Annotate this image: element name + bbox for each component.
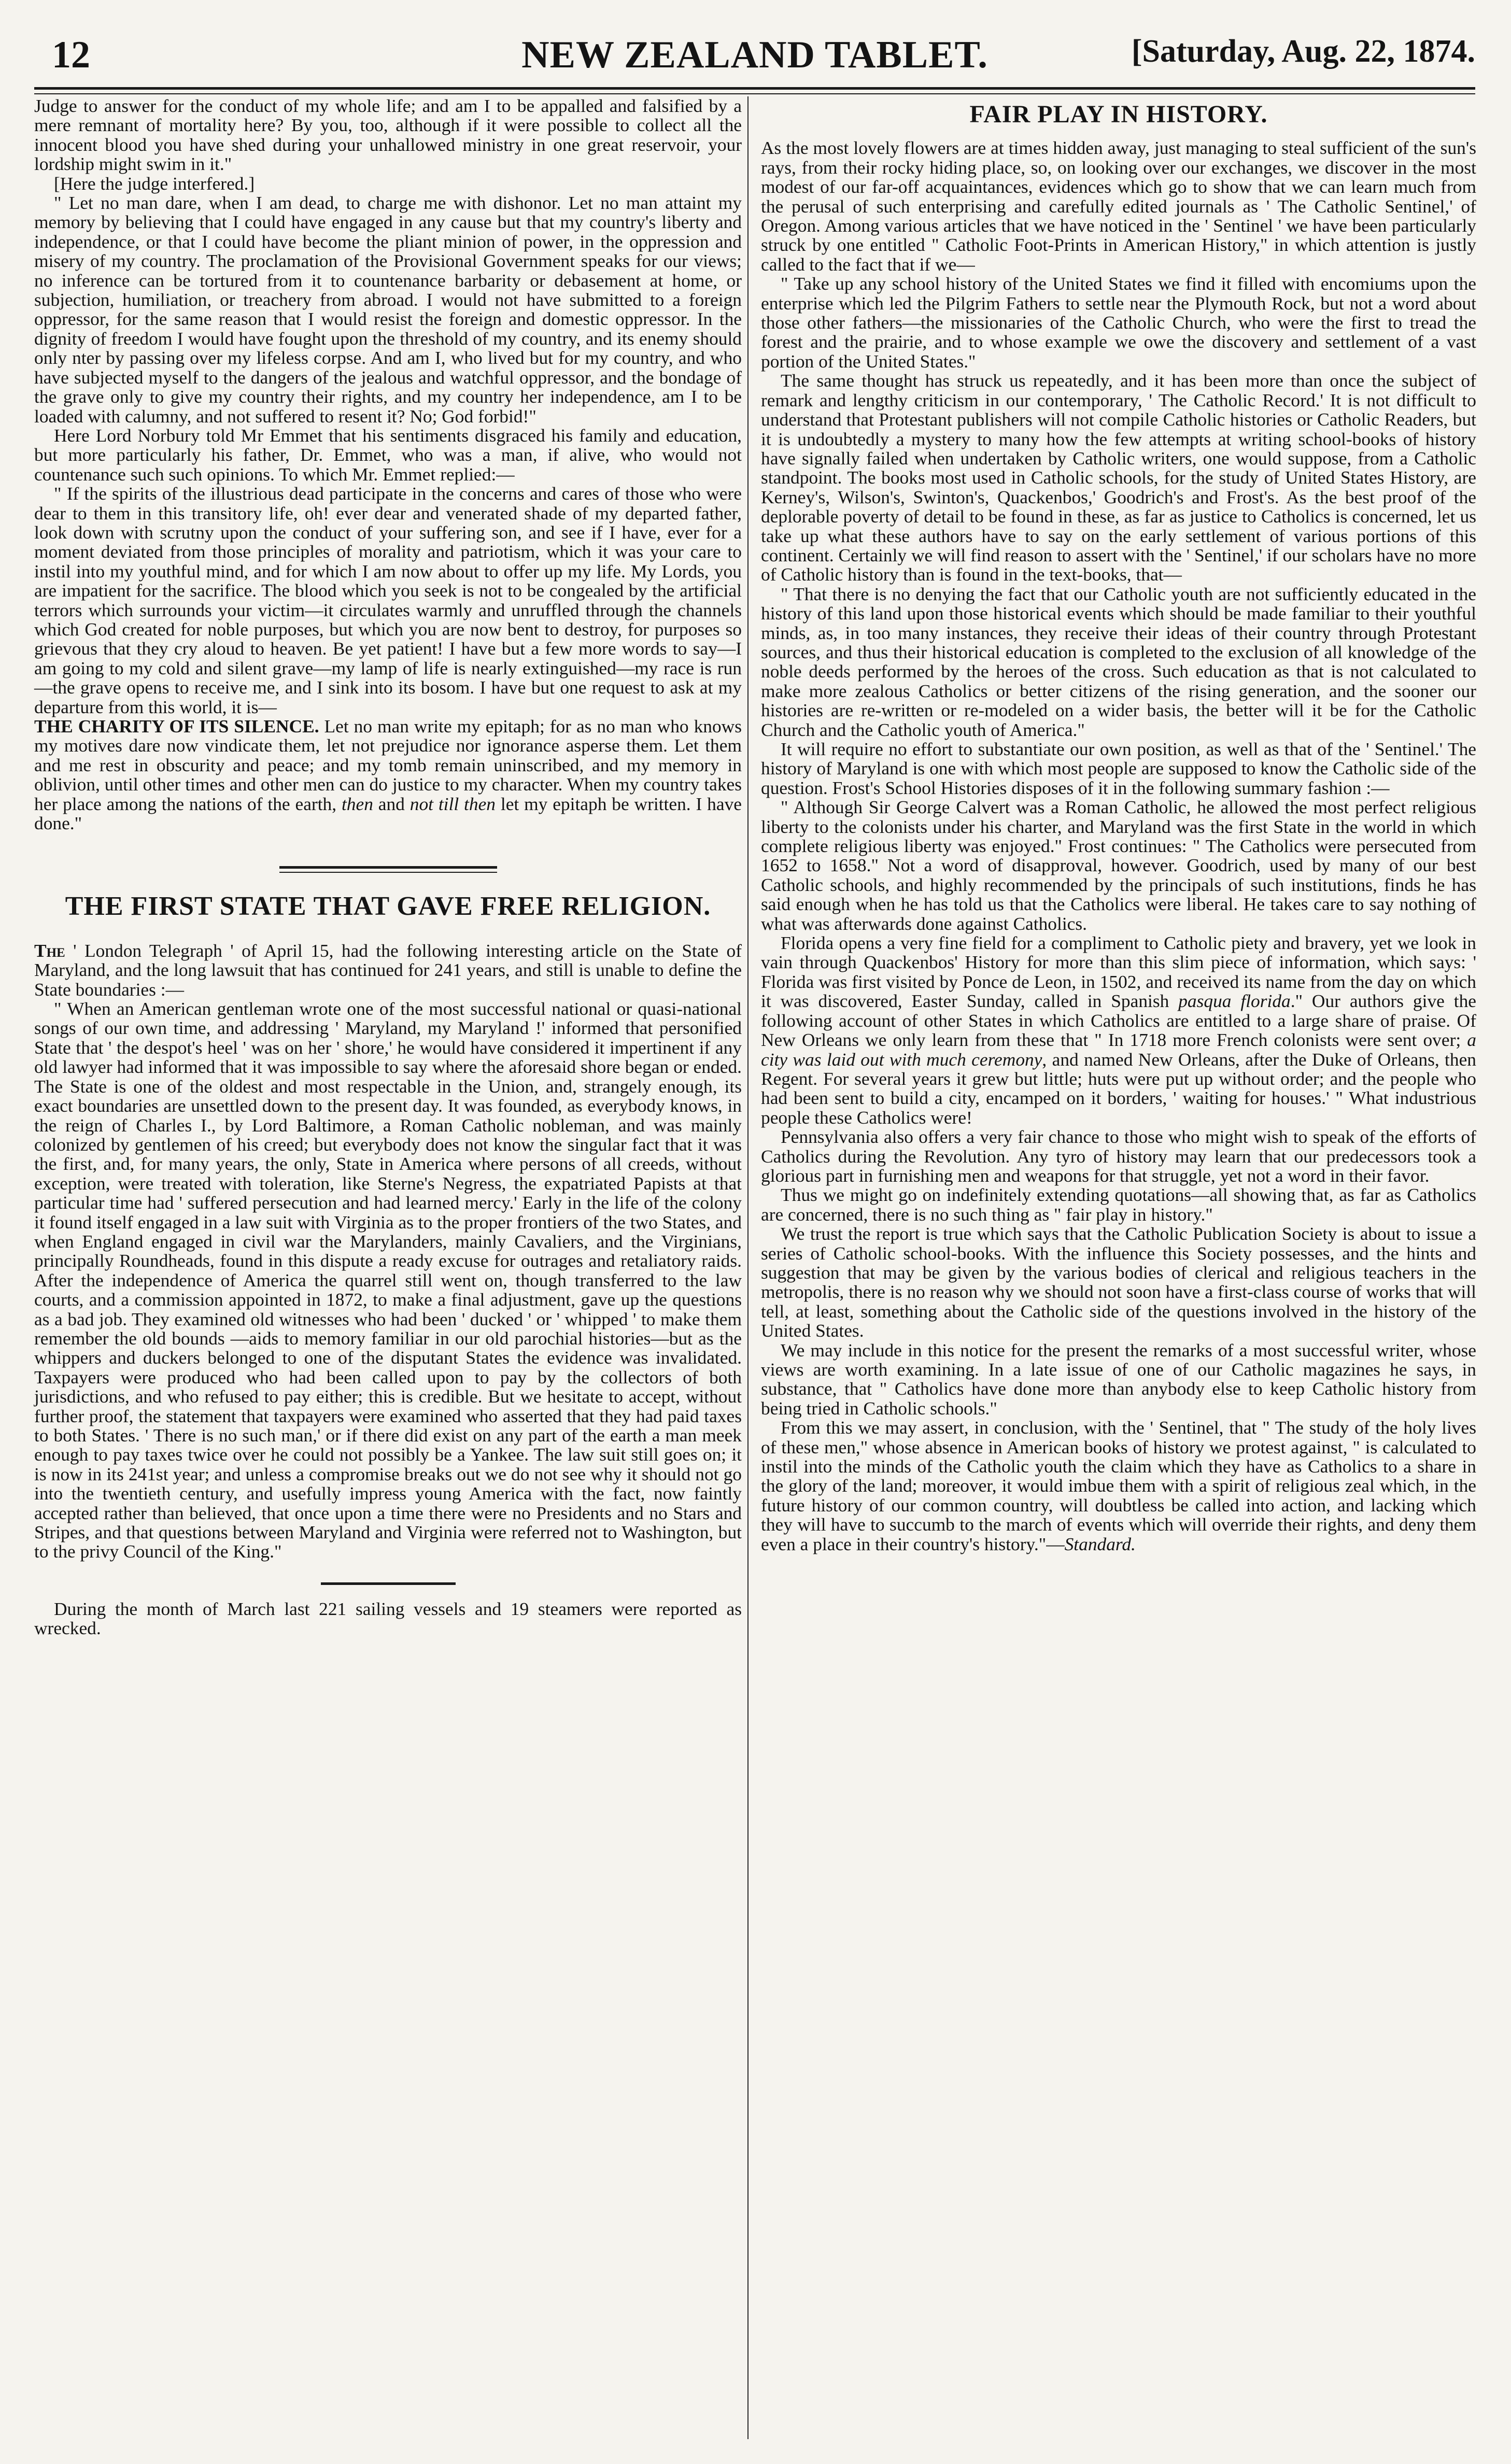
speech-paragraph: [Here the judge interfered.] bbox=[54, 173, 255, 194]
speech-paragraph: Judge to answer for the conduct of my whole life; and am I to be appalled and falsified by a mere remnant of mortality here? By you, too, although if it were possible to collect all the innocent blood you have shed during your unhallowed ministry in one great reservoir, your lordship might swim in it." bbox=[34, 95, 742, 175]
article-paragraph: We trust the report is true which says that the Catholic Publication Society is about to issue a series of Catholic school-books. With the influence this Society possesses, and the hints and suggestion that may be given by the various bodies of clerical and religious teachers in the metropolis, there is no reason why we should not soon have a first-class course of works that will tell, at least, something about the Catholic side of the questions involved in the history of the United States. bbox=[761, 1223, 1476, 1341]
speech-paragraph: " If the spirits of the illustrious dead participate in the concerns and cares of those who were dear to them in this transitory life, oh! ever dear and venerated shade of my departed father, look down with scrutny upon the conduct of your suffering son, and see if I have, ever for a moment deviated from those principles of morality and patriotism, which it was your care to instil into my youthful mind, and for which I am now about to offer up my life. My Lords, you are impatient for the sacrifice. The blood which you seek is not to be congealed by the artificial terrors which surrounds your victim—it circulates warmly and unruffled through the channels which God created for noble purposes, but which you are now bent to destroy, for purposes so grievous that they cry aloud to heaven. Be yet patient! I have but a few more words to say—I am going to my cold and silent grave—my lamp of life is nearly extinguished—my race is run—the grave opens to receive me, and I sink into its bosom. I have but one request to ask at my departure from this world, it is— bbox=[34, 483, 742, 717]
speech-paragraph: Here Lord Norbury told Mr Emmet that his sentiments disgraced his family and education, but more particularly his father, Dr. Emmet, who was a man, if alive, who would not countenance such such opinions. To which Mr. Emmet replied:— bbox=[34, 424, 742, 485]
column-divider bbox=[747, 96, 749, 2439]
article-paragraph-florida bbox=[761, 933, 1476, 1127]
article-heading-free-religion: THE FIRST STATE THAT GAVE FREE RELIGION. bbox=[65, 891, 711, 922]
article-text: Florida opens a very fine field for a compliment to Catholic piety and bravery, yet we look in vain through Quackenbos' History for more than this slim piece of information, which says: ' Florida was first visited by Ponce de Leon, in 1502, and received its name from the day on which it was discovered, Easter Sunday, called in Spanish bbox=[761, 932, 1476, 1012]
masthead bbox=[34, 33, 1475, 85]
speech-text: Let no man write my epitaph; for as no man who knows my motives dare now vindicate them, let not prejudice nor ignorance asperse them. Let them and me rest in obscurity and peace; and my tomb remain uninscribed, and my memory in oblivion, until other times and other men can do justice to my character. When my country takes her place among the nations of the earth, bbox=[34, 716, 742, 814]
lead-word: The bbox=[34, 940, 65, 961]
emphasis-pasqua-florida: pasqua florida bbox=[1178, 990, 1291, 1012]
masthead-rule-thin bbox=[34, 93, 1475, 94]
article-lead bbox=[34, 941, 742, 999]
issue-date: [Saturday, Aug. 22, 1874. bbox=[1131, 34, 1475, 69]
left-column bbox=[34, 96, 742, 1638]
speech-paragraph: " Let no man dare, when I am dead, to charge me with dishonor. Let no man attaint my memory by believing that I could have engaged in any cause but that my country's liberty and independence, or that I could have become the pliant minion of power, in the oppression and misery of my country. The proclamation of the Provisional Government speaks for our views; no inference can be tortured from it to countenance barbarity or debasement at home, or subjection, humiliation, or treachery from abroad. I would not have submitted to a foreign oppressor, for the same reason that I would resist the foreign and domestic oppressor. In the dignity of freedom I would have fought upon the threshold of my country, and its enemy should only nter by passing over my lifeless corpse. And am I, who lived but for my country, and who have subjected myself to the dangers of the jealous and watchful oppressor, and the bondage of the grave only to give my country their rights, and my country her independence, am I to be loaded with calumny, and not suffered to resent it? No; God forbid!" bbox=[34, 192, 742, 427]
article-paragraph: Pennsylvania also offers a very fair chance to those who might wish to speak of the efforts of Catholics during the Revolution. Any tyro of history may learn that our predecessors took a glorious part in furnishing men and weapons for that struggle, yet not a word in their favor. bbox=[761, 1126, 1476, 1186]
section-rule bbox=[279, 866, 497, 869]
shipping-note: During the month of March last 221 sailing vessels and 19 steamers were reported as wrecked. bbox=[34, 1598, 742, 1639]
right-column bbox=[761, 96, 1476, 1554]
article-paragraph: Thus we might go on indefinitely extending quotations—all showing that, as far as Catholics are concerned, there is no such thing as " fair play in history." bbox=[761, 1184, 1476, 1225]
article-quote: " When an American gentleman wrote one of the most successful national or quasi-national songs of our own time, and addressing ' Maryland, my Maryland !' informed that personified State that ' the despot's heel ' was on her ' shore,' he would have considered it impertinent if any old lawyer had informed that it was impossible to say where the aforesaid shore began or ended. The State is one of the oldest and most respectable in the Union, and, strangely enough, its exact boundaries are unsettled down to the present day. It was founded, as everybody knows, in the reign of Charles I., by Lord Baltimore, a Roman Catholic nobleman, and was mainly colonized by gentlemen of his creed; but everybody does not know the singular fact that it was the first, and, for many years, the only, State in America where persons of all creeds, without exception, were treated with toleration, like Sterne's Negress, the expatriated Papists at that particular time had ' suffered persecution and had learned mercy.' Early in the life of the colony it found itself engaged in a law suit with Virginia as to the proper frontiers of the two States, and when England engaged in civil war the Marylanders, mainly Cavaliers, and the Virginians, principally Roundheads, found in this dispute a ready excuse for outrages and retaliatory raids. After the independence of America the quarrel still went on, though transferred to the law courts, and a commission appointed in 1872, to make a final adjustment, gave up the questions as a bad job. They examined old witnesses who had been ' ducked ' or ' whipped ' to make them remember the old bounds —aids to memory familiar in our old parochial histories—but as the whippers and duckers belonged to one of the disputant States the evidence was invalidated. Taxpayers were produced who had been called upon to pay by the collectors of both jurisdictions, and who refused to pay either; this is credible. But we hesitate to accept, without further proof, the statement that taxpayers were examined who asserted that they had paid taxes to both States. ' There is no such man,' or if there did exist on any part of the earth a man meek enough to pay taxes twice over he could not possibly be a Yankee. The law suit still goes on; it is now in its 241st year; and unless a compromise breaks out we do not see why it should not go into the twentieth century, and usefully impress young America with the fact, now faintly accepted rather than believed, that once upon a time there were no Presidents and no Stars and Stripes, and that questions between Maryland and Virginia were referred not to Washington, but to the privy Council of the King." bbox=[34, 998, 742, 1562]
article-quote: " That there is no denying the fact that our Catholic youth are not sufficiently educated in the history of this land upon those historical events which should be made familiar to their youthful minds, as, in too many instances, they receive their ideas of their country through Protestant sources, and thus their historical education is completed to the exclusion of all knowledge of the noble deeds performed by the heroes of the cross. Such education as that is not calculated to make more zealous Catholics or better citizens of the rising generation, and the sooner our histories are re-written or re-modeled on a wider basis, the better will it be for the Catholic Church and the Catholic youth of America." bbox=[761, 583, 1476, 740]
article-heading-fair-play: FAIR PLAY IN HISTORY. bbox=[969, 101, 1268, 128]
source-credit: Standard. bbox=[1064, 1533, 1136, 1554]
speech-text: let my epitaph be written. I have done." bbox=[34, 793, 742, 834]
newspaper-title: NEW ZEALAND TABLET. bbox=[521, 34, 988, 76]
article-text: From this we may assert, in conclusion, with the ' Sentinel, that " The study of the holy lives of these men," whose absence in American books of history we protest against, " is calculated to instil into the minds of the Catholic youth the claim which they have as Catholics to a share in the glory of the land; moreover, it would imbue them with a spirit of religious zeal which, in the future history of our common country, will doubtless be called into action, and lacking which they will have to succumb to the march of events which will override their rights, and deny them even a place in their country's history."— bbox=[761, 1417, 1476, 1554]
emphasis-then: then bbox=[341, 793, 373, 814]
article-quote: " Although Sir George Calvert was a Roman Catholic, he allowed the most perfect religious liberty to the colonists under his charter, and Maryland was the first State in the world in which complete religious liberty was enjoyed." Frost continues: " The Catholics were persecuted from 1652 to 1658." Not a word of disapproval, however. Goodrich, used by many of our best Catholic schools, and highly recommended by the principals of such institutions, finds he has said enough when he has told us that the Catholics were liberal. He takes care to say nothing of what was afterwards done against Catholics. bbox=[761, 797, 1476, 934]
article-paragraph: As the most lovely flowers are at times hidden away, just managing to steal sufficient of the sun's rays, from their rocky hiding place, so, on looking over our exchanges, we discover in the most modest of our far-off acquaintances, evidences which go to show that we can learn much from the perusal of such enterprising and carefully edited journals as ' The Catholic Sentinel,' of Oregon. Among various articles that we have noticed in the ' Sentinel ' we have been particularly struck by one entitled " Catholic Foot-Prints in American History," in which attention is justly called to the fact that if we— bbox=[761, 137, 1476, 275]
article-paragraph: We may include in this notice for the present the remarks of a most successful writer, whose views are worth examining. In a late issue of one of our Catholic magazines he says, in substance, that " Catholics have done more than anybody else to keep Catholic history from being tried in Catholic schools." bbox=[761, 1339, 1476, 1419]
speech-final-paragraph bbox=[34, 717, 742, 833]
emphasis-city-laid-out: a city was laid out with much ceremony bbox=[761, 1029, 1476, 1070]
page-number: 12 bbox=[52, 34, 90, 76]
lead-text: ' London Telegraph ' of April 15, had the following interesting article on the State of Maryland, and the long lawsuit that has continued for 241 years, and still is unable to define the State boundaries :— bbox=[34, 940, 742, 1000]
charity-of-silence: THE CHARITY OF ITS SILENCE. bbox=[34, 716, 319, 737]
article-text: ." Our authors give the following account of other States in which Catholics are entitled to a large share of praise. Of New Orleans we only learn from these that " In 1718 more French colonists were sent over; bbox=[761, 990, 1476, 1051]
masthead-rule-thick bbox=[34, 87, 1475, 90]
speech-text: and bbox=[373, 793, 410, 814]
article-paragraph-conclusion bbox=[761, 1418, 1476, 1554]
article-text: , and named New Orleans, after the Duke of Orleans, then Regent. For several years it grew but little; huts were put up without order; and the people who had been sent to build a city, encamped on it borders, ' waiting for houses.' " What industrious people these Catholics were! bbox=[761, 1049, 1476, 1128]
article-quote: " Take up any school history of the United States we find it filled with encomiums upon the enterprise which led the Pilgrim Fathers to settle near the Plymouth Rock, but not a word about those other fathers—the missionaries of the Catholic Church, who were the first to tread the forest and the prairie, and to whose example we owe the discovery and settlement of a vast portion of the United States." bbox=[761, 273, 1476, 372]
emphasis-not-till-then: not till then bbox=[409, 793, 496, 814]
article-paragraph: It will require no effort to substantiate our own position, as well as that of the ' Sentinel.' The history of Maryland is one with which most people are supposed to know the Catholic side of the question. Frost's School Histories disposes of it in the following summary fashion :— bbox=[761, 739, 1476, 798]
article-paragraph: The same thought has struck us repeatedly, and it has been more than once the subject of remark and lengthy criticism in our contemporary, ' The Catholic Record.' It is not difficult to understand that Protestant publishers will not compile Catholic histories or Catholic Readers, but it is undoubtedly a mystery to many how the few attempts at writing school-books of history have signally failed when undertaken by Catholic writers, one would suppose, from a Catholic standpoint. The books most used in Catholic schools, for the study of United States History, are Kerney's, Wilson's, Swinton's, Quackenbos,' Goodrich's and Frost's. As the best proof of the deplorable poverty of detail to be found in these, as far as justice to Catholics is concerned, let us take up what these authors have to say on the early settlement of various portions of this continent. Certainly we will find reason to assert with the ' Sentinel,' if our scholars have no more of Catholic history than is found in the text-books, that— bbox=[761, 370, 1476, 585]
